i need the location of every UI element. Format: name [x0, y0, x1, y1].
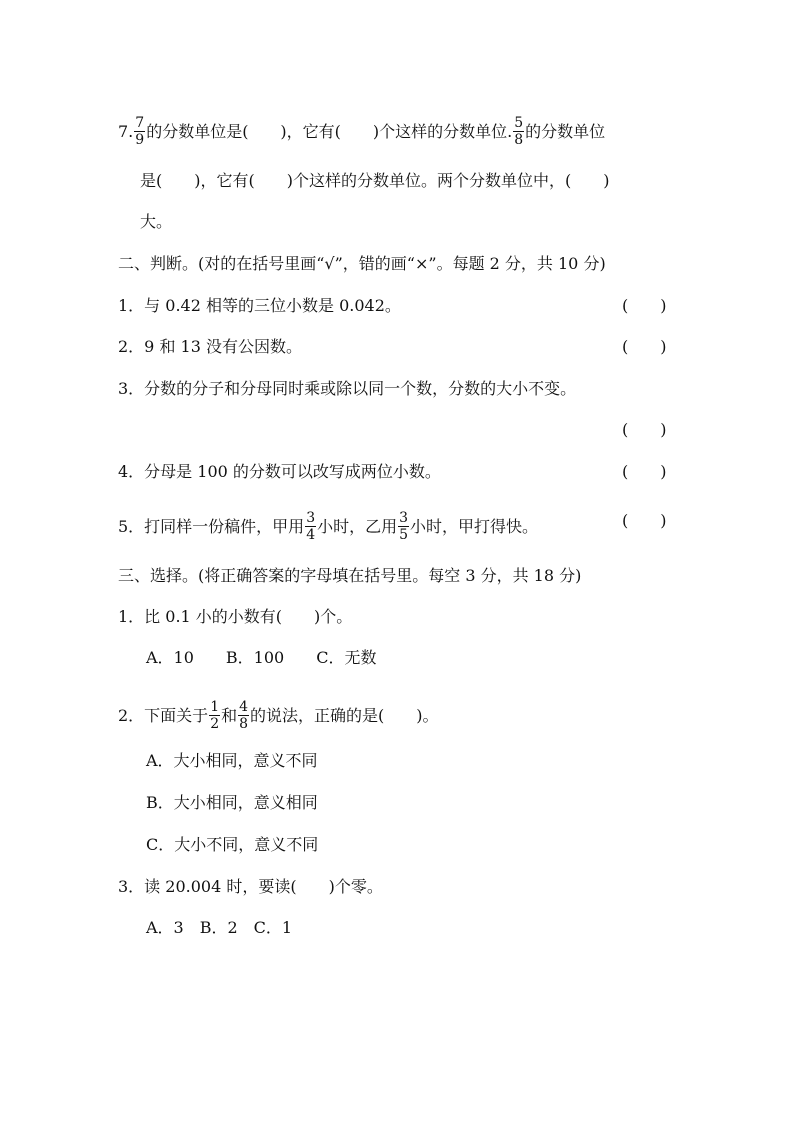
judge-answer-2[interactable]: ( ) — [622, 337, 667, 356]
fraction-4-8: $\frac{4}{8}$ — [239, 699, 249, 732]
choice-q3-options: A．3 B．2 C．1 — [146, 918, 293, 937]
fraction-7-9: $\frac{7}{9}$ — [135, 115, 145, 148]
judge-item-5: 5．打同样一份稿件，甲用 $\frac{3}{4}$ 小时，乙用 $\frac{3}{5}$ 小时，甲打得快。 — [118, 510, 539, 543]
section-3-heading: 三、选择。(将正确答案的字母填在括号里。每空 3 分，共 18 分) — [118, 566, 582, 585]
q7-line-2: 是( )，它有( )个这样的分数单位。两个分数单位中，( ) — [140, 171, 610, 190]
choice-q2-stem: 2．下面关于 $\frac{1}{2}$ 和 $\frac{4}{8}$ 的说法，正确的是( )。 — [118, 699, 439, 732]
choice-q2-option-c: C．大小不同，意义不同 — [146, 835, 319, 854]
judge-item-1: 1．与 0.42 相等的三位小数是 0.042。 — [118, 296, 401, 315]
choice-q2-option-a: A．大小相同，意义不同 — [146, 751, 318, 770]
choice-q3-stem: 3．读 20.004 时，要读( )个零。 — [118, 877, 383, 896]
fraction-1-2: $\frac{1}{2}$ — [210, 699, 220, 732]
judge-item-2: 2．9 和 13 没有公因数。 — [118, 337, 302, 356]
judge-answer-1[interactable]: ( ) — [622, 296, 667, 315]
judge-item-3: 3．分数的分子和分母同时乘或除以同一个数，分数的大小不变。 — [118, 379, 577, 398]
judge-answer-4[interactable]: ( ) — [622, 462, 667, 481]
judge-item-4: 4．分母是 100 的分数可以改写成两位小数。 — [118, 462, 441, 481]
choice-q1-options: A．10 B．100 C．无数 — [146, 648, 377, 667]
q7-number: 7. — [118, 122, 134, 141]
q7-line-1 — [118, 116, 605, 149]
judge-answer-3[interactable]: ( ) — [622, 420, 667, 439]
section-2-heading: 二、判断。(对的在括号里画“√”，错的画“×”。每题 2 分，共 10 分) — [118, 254, 606, 273]
q7-text-2: 的分数单位 — [525, 122, 606, 141]
choice-q1-stem: 1．比 0.1 小的小数有( )个。 — [118, 607, 353, 626]
fraction-5-8: $\frac{5}{8}$ — [514, 115, 524, 148]
fraction-3-4: $\frac{3}{4}$ — [306, 510, 316, 543]
choice-q2-option-b: B．大小相同，意义相同 — [146, 793, 318, 812]
q7-line-3: 大。 — [140, 212, 173, 231]
judge-answer-5[interactable]: ( ) — [622, 511, 667, 530]
fraction-3-5: $\frac{3}{5}$ — [399, 510, 409, 543]
q7-text-1: 的分数单位是( )，它有( )个这样的分数单位. — [146, 122, 513, 141]
